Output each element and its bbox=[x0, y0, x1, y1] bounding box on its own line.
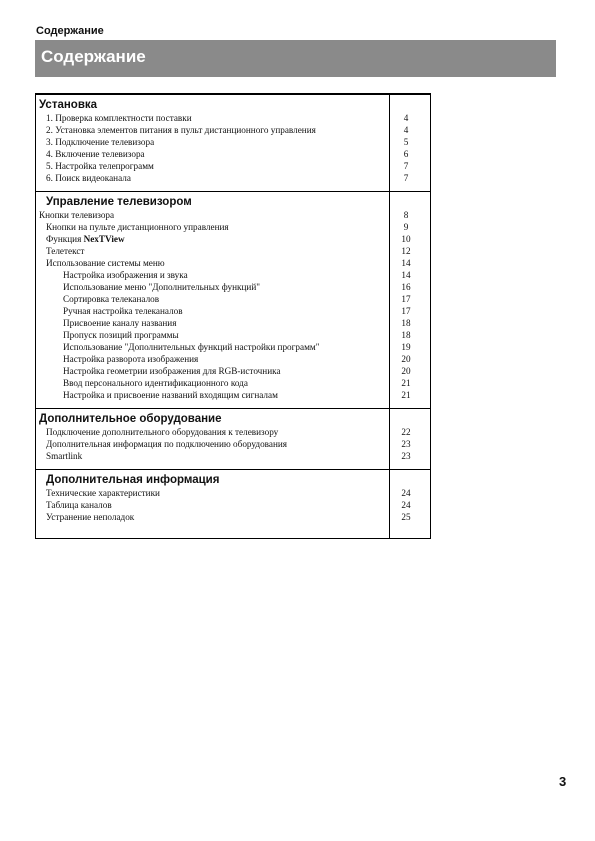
toc-entry[interactable] bbox=[36, 148, 430, 160]
toc-entry[interactable] bbox=[36, 426, 430, 438]
entry-label: Настройка разворота изображения bbox=[63, 354, 199, 364]
entry-label: Таблица каналов bbox=[46, 500, 112, 510]
entry-label: Настройка изображения и звука bbox=[63, 270, 188, 280]
entry-page: 17 bbox=[401, 294, 411, 304]
entry-page: 4 bbox=[403, 113, 409, 123]
entry-page: 6 bbox=[403, 149, 409, 159]
toc-section-additional-equipment bbox=[36, 408, 430, 469]
toc-entry[interactable] bbox=[36, 281, 430, 293]
entry-label: Использование "Дополнительных функций настройки программ" bbox=[63, 342, 320, 352]
section-heading: Дополнительная информация bbox=[46, 474, 220, 486]
toc-entry[interactable] bbox=[36, 389, 430, 401]
entry-label: Дополнительная информация по подключению оборудования bbox=[46, 439, 288, 449]
entry-page: 8 bbox=[403, 210, 409, 220]
entry-page: 20 bbox=[401, 354, 411, 364]
toc-entry[interactable] bbox=[36, 221, 430, 233]
entry-page: 22 bbox=[401, 427, 411, 437]
toc-entry[interactable] bbox=[36, 293, 430, 305]
toc-entry[interactable] bbox=[36, 209, 430, 221]
entry-page: 10 bbox=[401, 234, 411, 244]
entry-page: 14 bbox=[401, 270, 411, 280]
toc-section-installation bbox=[36, 94, 430, 191]
page-number: 3 bbox=[559, 774, 567, 789]
toc-entry[interactable] bbox=[36, 136, 430, 148]
entry-label: 3. Подключение телевизора bbox=[46, 137, 155, 147]
page-title: Содержание bbox=[41, 47, 146, 66]
toc-entry[interactable] bbox=[36, 511, 430, 523]
entry-page: 16 bbox=[401, 282, 411, 292]
entry-page: 4 bbox=[403, 125, 409, 135]
entry-page: 18 bbox=[401, 330, 411, 340]
toc-entry[interactable] bbox=[36, 245, 430, 257]
entry-page: 5 bbox=[403, 137, 409, 147]
toc-entry[interactable] bbox=[36, 124, 430, 136]
entry-page: 12 bbox=[401, 246, 411, 256]
entry-page: 24 bbox=[401, 500, 411, 510]
entry-label: Использование меню "Дополнительных функций" bbox=[63, 282, 260, 292]
section-heading: Управление телевизором bbox=[46, 196, 192, 208]
entry-label: 2. Установка элементов питания в пульт дистанционного управления bbox=[46, 125, 316, 135]
entry-label: Технические характеристики bbox=[46, 488, 160, 498]
toc-entry[interactable] bbox=[36, 353, 430, 365]
entry-page: 20 bbox=[401, 366, 411, 376]
toc-entry[interactable] bbox=[36, 499, 430, 511]
entry-page: 25 bbox=[401, 512, 411, 522]
toc-entry[interactable] bbox=[36, 112, 430, 124]
toc-entry[interactable] bbox=[36, 438, 430, 450]
toc-entry[interactable] bbox=[36, 269, 430, 281]
toc-entry[interactable] bbox=[36, 329, 430, 341]
title-bar bbox=[35, 40, 556, 77]
toc-entry[interactable] bbox=[36, 365, 430, 377]
entry-page: 21 bbox=[401, 390, 411, 400]
entry-page: 7 bbox=[403, 161, 409, 171]
entry-label: 5. Настройка телепрограмм bbox=[46, 161, 154, 171]
toc-entry[interactable] bbox=[36, 160, 430, 172]
entry-label bbox=[46, 233, 125, 245]
entry-label: 6. Поиск видеоканала bbox=[46, 173, 131, 183]
toc-entry[interactable] bbox=[36, 317, 430, 329]
toc-entry[interactable] bbox=[36, 450, 430, 462]
entry-label-prefix: Функция bbox=[46, 234, 84, 244]
entry-label: Устранение неполадок bbox=[46, 512, 135, 522]
entry-label: Подключение дополнительного оборудования к телевизору bbox=[46, 427, 279, 437]
section-heading: Дополнительное оборудование bbox=[39, 413, 222, 425]
toc-entry[interactable] bbox=[36, 487, 430, 499]
entry-label: Настройка геометрии изображения для RGB-источника bbox=[63, 366, 281, 376]
entry-page: 7 bbox=[403, 173, 409, 183]
toc-section-tv-control bbox=[36, 191, 430, 408]
entry-page: 19 bbox=[401, 342, 411, 352]
entry-page: 23 bbox=[401, 451, 411, 461]
toc-entry[interactable] bbox=[36, 257, 430, 269]
entry-label: Присвоение каналу названия bbox=[63, 318, 177, 328]
entry-label: Ручная настройка телеканалов bbox=[63, 306, 183, 316]
entry-label: 4. Включение телевизора bbox=[46, 149, 145, 159]
toc-entry[interactable] bbox=[36, 377, 430, 389]
entry-page: 24 bbox=[401, 488, 411, 498]
running-head: Содержание bbox=[36, 25, 104, 37]
entry-label: Кнопки на пульте дистанционного управления bbox=[46, 222, 229, 232]
entry-page: 18 bbox=[401, 318, 411, 328]
entry-label: Кнопки телевизора bbox=[39, 210, 115, 220]
toc-section-additional-info bbox=[36, 469, 430, 538]
entry-label: 1. Проверка комплектности поставки bbox=[46, 113, 192, 123]
entry-page: 23 bbox=[401, 439, 411, 449]
entry-label: Ввод персонального идентификационного кода bbox=[63, 378, 248, 388]
section-heading: Установка bbox=[39, 99, 98, 111]
toc-entry[interactable] bbox=[36, 233, 430, 245]
table-of-contents bbox=[35, 93, 431, 539]
entry-label: Сортировка телеканалов bbox=[63, 294, 160, 304]
toc-entry[interactable] bbox=[36, 172, 430, 184]
toc-entry[interactable] bbox=[36, 341, 430, 353]
entry-page: 21 bbox=[401, 378, 411, 388]
toc-entry[interactable] bbox=[36, 305, 430, 317]
entry-page: 14 bbox=[401, 258, 411, 268]
entry-label: Настройка и присвоение названий входящим сигналам bbox=[63, 390, 278, 400]
entry-label: Пропуск позиций программы bbox=[63, 330, 179, 340]
entry-label-brand: NexTView bbox=[83, 234, 125, 244]
entry-label: Телетекст bbox=[46, 246, 85, 256]
entry-page: 9 bbox=[403, 222, 409, 232]
entry-label: Использование системы меню bbox=[46, 258, 165, 268]
entry-page: 17 bbox=[401, 306, 411, 316]
entry-label: Smartlink bbox=[46, 451, 83, 461]
